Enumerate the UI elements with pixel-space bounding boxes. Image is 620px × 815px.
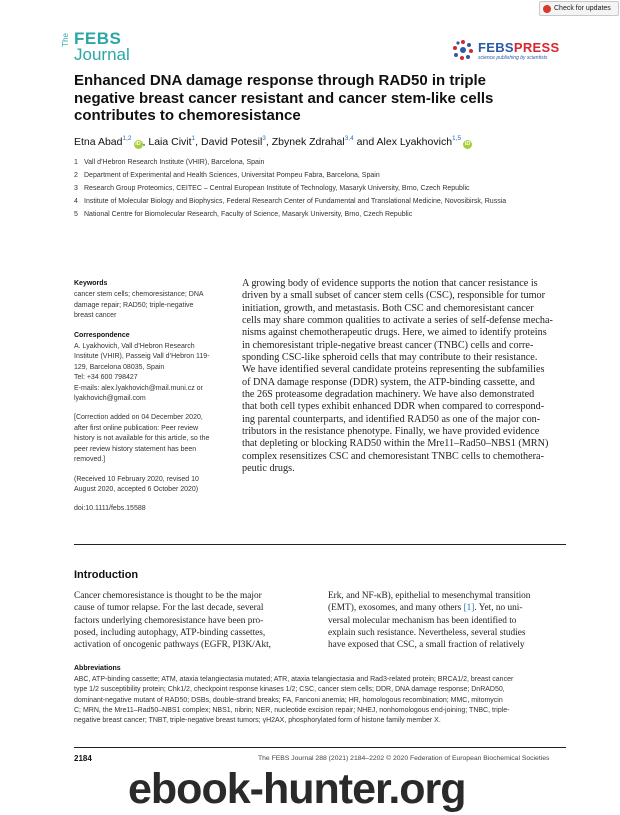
- logo-journal: Journal: [74, 45, 130, 64]
- intro-column-left: [74, 590, 310, 651]
- watermark: ebook-hunter.org: [128, 765, 466, 813]
- abstract-line: tributors in the resistance phenotype. Finally, we have provided evidence: [242, 426, 540, 438]
- abstract-line: cells may share common qualities to activate a series of self-defense mecha-: [242, 315, 553, 327]
- affiliation-number: 5: [74, 211, 78, 218]
- abstract-line: nisms against chemotherapeutic drugs. Here, we aimed to identify proteins: [242, 327, 547, 339]
- received-line: August 2020, accepted 6 October 2020): [74, 485, 199, 493]
- affiliation-text: Department of Experimental and Health Sciences, Universitat Pompeu Fabra, Barcelona, Spain: [84, 172, 380, 179]
- febs-press-dots-icon: [452, 39, 474, 61]
- intro-line: have exposed that CSC, a small fraction of relatively: [328, 640, 525, 651]
- author-list: [74, 135, 472, 149]
- correction-line: after first online publication: Peer review: [74, 424, 199, 432]
- orcid-icon[interactable]: iD: [464, 141, 471, 147]
- title-line: Enhanced DNA damage response through RAD50 in triple: [74, 72, 487, 89]
- correction-line: removed.]: [74, 456, 106, 464]
- intro-column-right: [328, 590, 566, 651]
- affiliation-number: 3: [74, 185, 78, 192]
- intro-line: versal molecular mechanism has been identified to: [328, 615, 517, 626]
- intro-line: posed, including autophagy, ATP-binding cassettes,: [74, 627, 266, 638]
- author-affiliation-marker: 1,2: [122, 135, 132, 142]
- author-separator: and: [353, 136, 377, 148]
- intro-line: factors underlying chemoresistance have been pro-: [74, 615, 264, 626]
- author-affiliation-marker: 1: [191, 135, 196, 142]
- abbreviations-heading: Abbreviations: [74, 665, 121, 672]
- keywords-heading: Keywords: [74, 280, 108, 287]
- affiliation-number: 4: [74, 198, 78, 205]
- check-for-updates-label: Check for updates: [554, 5, 611, 12]
- received-dates: [74, 475, 234, 496]
- keywords-line: cancer stem cells; chemoresistance; DNA: [74, 291, 204, 299]
- abstract-line: complex resensitizes CSC and chemoresistant TNBC cells to chemothera-: [242, 450, 544, 462]
- abstract-line: in chemoresistant triple-negative breast cancer (TNBC) cells and corre-: [242, 339, 534, 351]
- logo-febs: FEBS: [74, 29, 122, 48]
- affiliation-text: Institute of Molecular Biology and Biophysics, Federal Research Center of Fundamental and Translational Medicine, Novosibirsk, Russia: [84, 198, 507, 205]
- article-info-sidebar: [74, 279, 234, 524]
- correspondence-line: Institute (VHIR), Passeig Vall d’Hebron 119-: [74, 353, 210, 361]
- correction-line: peer review history statement has been: [74, 445, 197, 453]
- title-line: negative breast cancer resistant and cancer stem-like cells: [74, 89, 494, 107]
- affiliation-number: 1: [74, 159, 78, 166]
- press-logo-press: PRESS: [513, 40, 560, 55]
- abstract-line: of DNA damage response (DDR) system, the ATP-binding cassette, and: [242, 376, 535, 388]
- abstract-line: sponding CSC-like spheroid cells that may contribute to their resistance.: [242, 352, 538, 364]
- title-line: contributes to chemoresistance: [74, 107, 301, 124]
- author-affiliation-marker: 3,4: [344, 135, 354, 142]
- affiliation-item: [74, 195, 506, 208]
- keywords-line: breast cancer: [74, 312, 117, 320]
- orcid-icon[interactable]: iD: [135, 141, 141, 147]
- abbreviation-line: C; MRN, the Mre11–Rad50–NBS1 complex; NBS1, nibrin; NER, nucleotide excision repair; NHEJ, nonhomologous end-joining; TNBC, triple-: [74, 706, 510, 714]
- intro-line: Cancer chemoresistance is thought to be the major: [74, 591, 262, 601]
- affiliation-number: 2: [74, 172, 78, 179]
- keywords-line: damage repair; RAD50; triple-negative: [74, 301, 194, 309]
- press-logo-febs: FEBS: [478, 40, 514, 55]
- correspondence-email[interactable]: E-mails: alex.lyakhovich@mail.muni.cz or: [74, 384, 203, 392]
- correspondence-line: A. Lyakhovich, Vall d’Hebron Research: [74, 343, 195, 351]
- abbreviation-line: type 1/2 susceptibility protein; Chk1/2, checkpoint response kinases 1/2; CSC, cancer stem cells; DDR, DNA damage response; DnRAD50,: [74, 686, 505, 694]
- abstract: [242, 278, 566, 476]
- correction-line: history is not available for this article, so the: [74, 435, 210, 443]
- crossmark-icon: [543, 5, 551, 13]
- affiliation-text: National Centre for Biomolecular Research, Faculty of Science, Masaryk University, Brno, Czech Republic: [84, 211, 413, 218]
- abbreviations-text: [74, 675, 566, 726]
- abstract-line: initiation, growth, and metastasis. Both CSC and chemoresistant cancer: [242, 302, 534, 314]
- correspondence-email[interactable]: lyakhovich@gmail.com: [74, 395, 146, 403]
- abstract-line: the 26S proteasome degradation machinery. We have also demonstrated: [242, 389, 535, 401]
- author-affiliation-marker: 1,5: [452, 135, 462, 142]
- author-name: David Potesil: [201, 136, 263, 148]
- correspondence-heading: Correspondence: [74, 331, 130, 339]
- abstract-line: We have identified several candidate proteins representing the subfamilies: [242, 364, 545, 376]
- correction-line: [Correction added on 04 December 2020,: [74, 414, 203, 422]
- doi-link[interactable]: doi:10.1111/febs.15588: [74, 505, 146, 513]
- abbreviation-line: ABC, ATP-binding cassette; ATM, ataxia telangiectasia mutated; ATR, ataxia telangiectasia and Rad3-related protein; BRCA1/2, breast cancer: [74, 676, 514, 683]
- author-name: Etna Abad: [74, 136, 123, 148]
- introduction-heading: Introduction: [74, 569, 139, 581]
- affiliation-list: [74, 156, 506, 221]
- intro-line: Erk, and NF-κB), epithelial to mesenchymal transition: [328, 591, 531, 601]
- abbreviation-line: negative breast cancer; TNBT, triple-negative breast tumors; γH2AX, phosphorylated form of histone family member X.: [74, 717, 441, 725]
- check-for-updates-button[interactable]: [539, 1, 619, 16]
- journal-footer: The FEBS Journal 288 (2021) 2184–2202 © 2020 Federation of European Biochemical Societies: [258, 755, 550, 762]
- affiliation-item: [74, 169, 506, 182]
- abstract-line: driven by a small subset of cancer stem cells (CSC), responsible for tumor: [242, 290, 546, 302]
- affiliation-item: [74, 182, 506, 195]
- logo-the: The: [61, 33, 70, 47]
- press-logo-name: [478, 40, 559, 55]
- abstract-line: A growing body of evidence supports the notion that cancer resistance is: [242, 278, 538, 289]
- abstract-line: peutic drugs.: [242, 463, 295, 475]
- author-separator: ,: [195, 136, 202, 148]
- abbreviation-line: dominant-negative mutant of RAD50; DSBs, double-strand breaks; FA, Fanconi anemia; HR, homologous recombination; MMC, mitomycin: [74, 696, 503, 704]
- correspondence-phone: Tel: +34 600 798427: [74, 374, 138, 382]
- press-logo-tagline: science publishing by scientists: [478, 55, 548, 61]
- abstract-line: that depleting or blocking RAD50 within the Mre11–Rad50–NBS1 (MRN): [242, 438, 549, 450]
- reference-link[interactable]: [1]: [463, 603, 475, 614]
- page-number: 2184: [74, 754, 92, 763]
- affiliation-item: [74, 156, 506, 169]
- intro-text: (EMT), exosomes, and many others: [328, 603, 464, 614]
- abstract-line: that both cell types exhibit enhanced DDR when compared to correspond-: [242, 401, 545, 413]
- doi[interactable]: [74, 504, 234, 514]
- author-name: Laia Civit: [148, 136, 192, 148]
- affiliation-item: [74, 208, 506, 221]
- keywords-block: [74, 279, 234, 322]
- intro-line: [328, 602, 566, 614]
- correspondence-block: [74, 331, 234, 405]
- footer-divider: [74, 747, 566, 748]
- affiliation-text: Vall d’Hebron Research Institute (VHIR), Barcelona, Spain: [84, 159, 265, 166]
- divider: [74, 544, 566, 545]
- author-name: Alex Lyakhovich: [376, 136, 453, 148]
- author-name: Zbynek Zdrahal: [271, 136, 345, 148]
- author-separator: ,: [265, 136, 272, 148]
- febs-press-logo: [452, 39, 562, 63]
- author-separator: ,: [142, 136, 149, 148]
- intro-line: activation of oncogenic pathways (EGFR, PI3K/Akt,: [74, 640, 272, 651]
- affiliation-text: Research Group Proteomics, CEITEC – Central European Institute of Technology, Masaryk University, Brno, Czech Republic: [84, 185, 470, 192]
- author-affiliation-marker: 3: [262, 135, 266, 142]
- intro-line: cause of tumor relapse. For the last decade, several: [74, 603, 264, 614]
- correspondence-line: 129, Barcelona 08035, Spain: [74, 363, 165, 371]
- intro-text: . Yet, no uni-: [474, 603, 523, 614]
- received-line: (Received 10 February 2020, revised 10: [74, 475, 199, 483]
- abstract-line: ing parental counterparts, and identified RAD50 as one of the major con-: [242, 413, 541, 425]
- correction-note: [74, 413, 234, 465]
- intro-line: explain such resistance. Nevertheless, several studies: [328, 627, 526, 638]
- article-title: [74, 72, 574, 125]
